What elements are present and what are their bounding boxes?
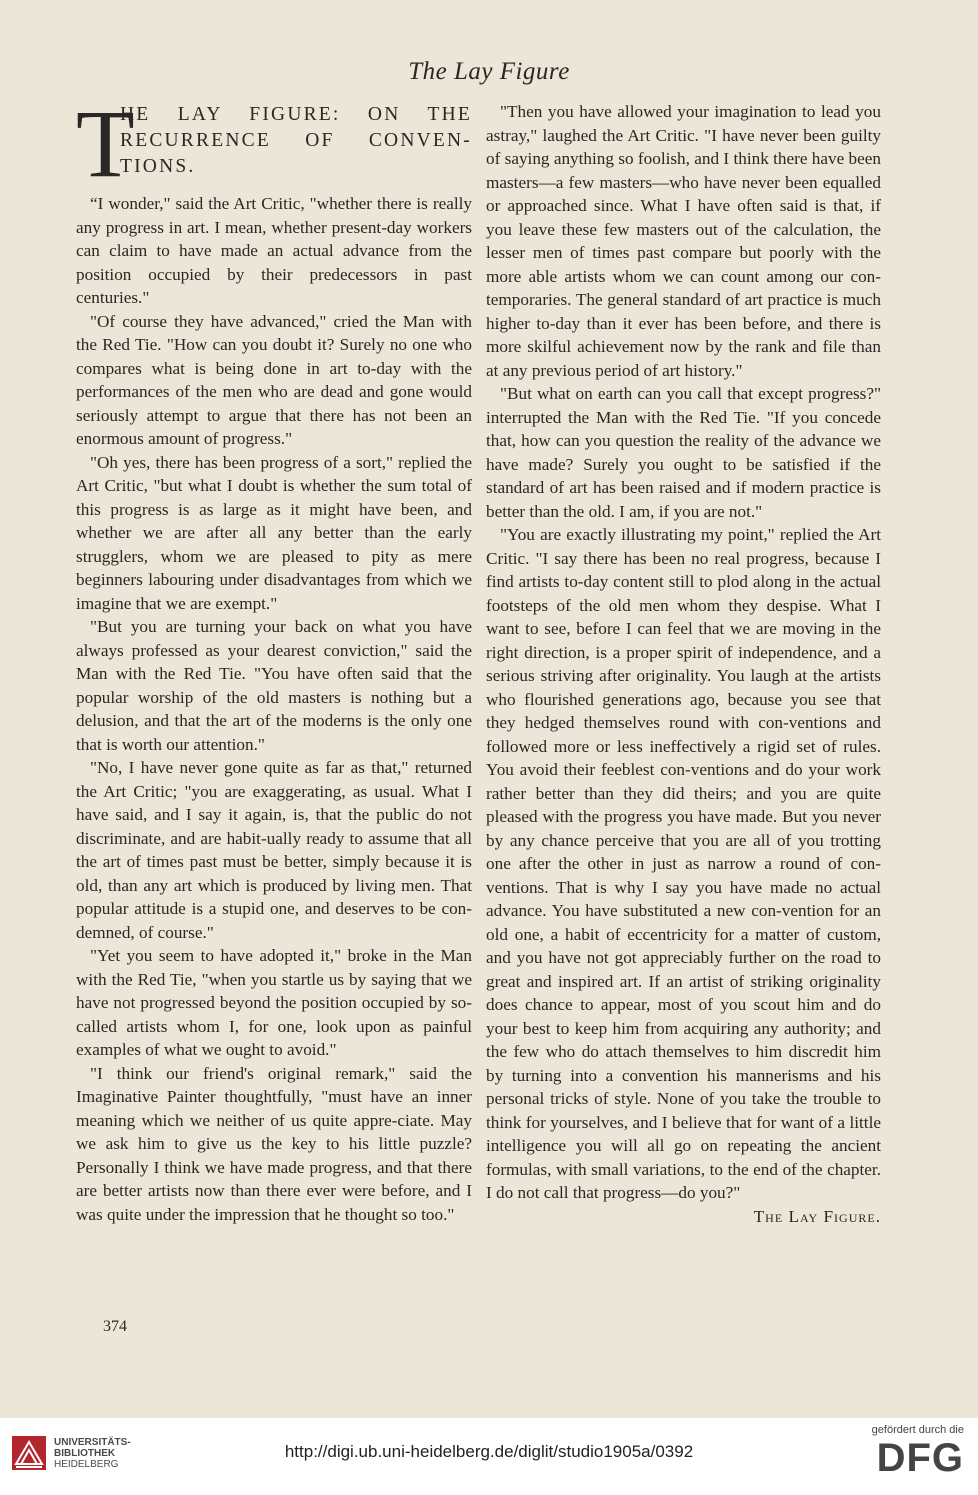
page-number: 374 <box>103 1318 127 1335</box>
right-paragraph: "You are exactly illustrating my point," replied the Art Critic. "I say there has been no real progress, because I find artists to-day content still to plod along in the actual footsteps of the old men whom they despise. What I want to see, before I can feel that we are moving in the right direction, is a proper spirit of independence, and a serious striving after originality. You laugh at the artists who flourished generations ago, because you see that they hedged themselves round with con-ventions and followed more or less ineffectively a rigid set of rules. You avoid their feeblest con-ventions and do your work rather better than they did theirs; and you are quite pleased with the progress you have made. But you never by any chance perceive that you are all of you trotting one after the other in just as narrow a round of con-ventions. That is why I say you have made no actual advance. You have substituted a new con-vention for an old one, a habit of eccentricity for a matter of custom, and you have not got appreciably further on the road to great and inspired art. If an artist of striking originality does chance to appear, most of you scout him and do your best to keep him from acquiring any authority; and the few who do attach themselves to him discredit him by turning into a convention his mannerisms and his personal tricks of style. None of you take the trouble to think for yourselves, and I believe that for want of a little intelligence you will all go on repeating the ancient formulas, with small variations, to the end of the chapter. I do not call that progress—do you?" <box>486 525 881 1202</box>
dfg-block <box>872 1424 964 1480</box>
permalink-url[interactable]: http://digi.ub.uni-heidelberg.de/diglit/studio1905a/0392 <box>284 1442 694 1461</box>
left-paragraph: "Yet you seem to have adopted it," broke in the Man with the Red Tie, "when you startle us by saying that we have not progressed beyond the position occupied by so-called artists whom I, for one, look upon as painful examples of what we ought to avoid." <box>76 946 472 1059</box>
article-title: HE LAY FIGURE: ON THE RECURRENCE OF CONVEN-TIONS. <box>120 104 472 177</box>
right-paragraph: "But what on earth can you call that except progress?" interrupted the Man with the Red Tie. "If you concede that, how can you question the reality of the advance we have made? Surely you ought to be satisfied if the standard of art has been raised and if modern practice is better than the old. I am, if you are not." <box>486 384 881 521</box>
right-paragraphs <box>486 100 881 1205</box>
opening-words: “ <box>90 194 98 213</box>
left-paragraph: “I wonder," said the Art Critic, "whether there is really any progress in art. I mean, whether present-day workers can claim to have made an actual advance from the position occupied by their predecessors in past centuries." <box>76 194 472 307</box>
right-paragraph: "Then you have allowed your imagination to lead you astray," laughed the Art Critic. "I have never been guilty of saying anything so foolish, and I think there have been masters—a few masters—who have never been equalled or approached since. What I have often said is that, if you leave these few masters out of the calculation, the lesser men of times past compare but poorly with the more able artists whom we can count among our con-temporaries. The general standard of art practice is much higher to-day than it ever has been before, and there is more skilful achievement now by the rank and file than at any previous period of art history." <box>486 102 881 380</box>
left-paragraph: "No, I have never gone quite as far as that," returned the Art Critic; "you are exaggerating, as usual. What I have said, and I say it again, is, that the public do not discriminate, and are habit-ually ready to assume that all the art of times past must be better, simply because it is old, than any art which is produced by living men. That popular attitude is a stupid one, and deserves to be con-demned, of course." <box>76 758 472 942</box>
article-title-block <box>76 90 472 197</box>
left-paragraphs <box>76 192 472 1226</box>
left-paragraph: "I think our friend's original remark," said the Imaginative Painter thoughtfully, "must have an inner meaning which we neither of us quite appre-ciate. May we ask him to give us the key to his little puzzle? Personally I think we have made progress, and that there are better artists now than there ever were before, and I was quite under the impression that he thought so too." <box>76 1063 472 1224</box>
left-paragraph: "But you are turning your back on what you have always professed as your dearest conviction," said the Man with the Red Tie. "You have often said that the popular worship of the old masters is nothing but a delusion, and that the art of the moderns is the only one that is worth our attention." <box>76 617 472 754</box>
funded-by-caption: gefördert durch die <box>871 1424 964 1436</box>
digitization-footer <box>0 1418 978 1495</box>
left-paragraph: "Oh yes, there has been progress of a sort," replied the Art Critic, "but what I doubt is whether the sum total of this progress is as large as it might have been, and whether we are after all any better than the early strugglers, whom we are pleased to pity as mere beginners labouring under disadvantages from which we imagine that we are exempt." <box>76 452 472 613</box>
library-line2: BIBLIOTHEK <box>54 1447 116 1459</box>
left-paragraph: "Of course they have advanced," cried the Man with the Red Tie. "How can you doubt it? Surely no one who compares what is being done in art to-day with the performances of the men who are dead and gone would seriously attempt to argue that there has not been an enormous amount of progress." <box>76 311 472 448</box>
library-line3: HEIDELBERG <box>54 1458 119 1470</box>
library-line1: UNIVERSITÄTS- <box>54 1436 131 1448</box>
left-column <box>76 90 472 1226</box>
signature: The Lay Figure. <box>753 1206 881 1226</box>
dfg-logo[interactable]: DFG <box>876 1436 964 1480</box>
right-column <box>486 100 881 1228</box>
running-header: The Lay Figure <box>408 58 570 85</box>
drop-cap: T <box>76 90 135 197</box>
